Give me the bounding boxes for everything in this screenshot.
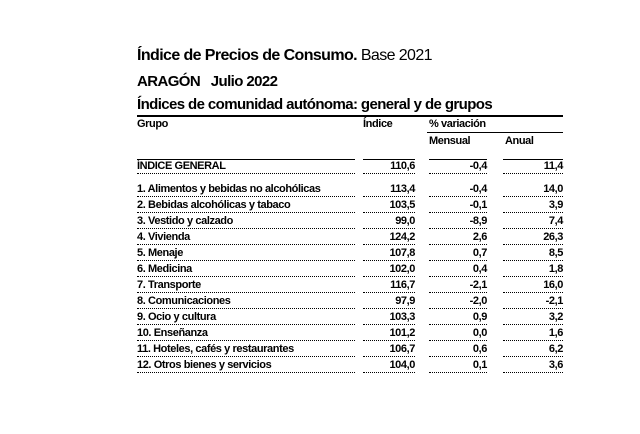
cell-anual: 3,9	[503, 199, 563, 213]
cell-indice: 102,0	[363, 263, 415, 277]
col-mensual: Mensual	[429, 135, 471, 147]
cell-label: 1. Alimentos y bebidas no alcohólicas	[137, 183, 355, 197]
table-row	[137, 197, 563, 213]
cell-mensual: 0,1	[429, 359, 487, 373]
table-row	[137, 181, 563, 197]
cell-anual: 16,0	[503, 279, 563, 293]
cell-indice: 103,5	[363, 199, 415, 213]
row-gap	[137, 173, 563, 181]
title-base: Base 2021	[357, 47, 432, 64]
cell-label: 7. Transporte	[137, 279, 355, 293]
cell-label: 2. Bebidas alcohólicas y tabaco	[137, 199, 355, 213]
cell-mensual: -2,0	[429, 295, 487, 309]
cell-mensual: 0,4	[429, 263, 487, 277]
cell-label: 8. Comunicaciones	[137, 295, 355, 309]
table-subtitle: Índices de comunidad autónoma: general y de grupos	[137, 96, 493, 113]
cell-indice: 97,9	[363, 295, 415, 309]
cell-anual: 8,5	[503, 247, 563, 261]
cell-label: 5. Menaje	[137, 247, 355, 261]
cell-anual: -2,1	[503, 295, 563, 309]
variacion-underline	[427, 132, 563, 133]
cell-anual: 1,8	[503, 263, 563, 277]
cell-indice: 106,7	[363, 343, 415, 357]
cell-indice: 113,4	[363, 183, 415, 197]
cell-indice: 101,2	[363, 327, 415, 341]
cell-indice: 104,0	[363, 359, 415, 373]
cell-indice: 124,2	[363, 231, 415, 245]
cell-mensual: -2,1	[429, 279, 487, 293]
col-indice: Índice	[363, 118, 393, 130]
cell-anual: 11,4	[503, 159, 563, 174]
cell-label: 3. Vestido y calzado	[137, 215, 355, 229]
table-row	[137, 293, 563, 309]
cell-anual: 1,6	[503, 327, 563, 341]
cell-anual: 7,4	[503, 215, 563, 229]
region-period: ARAGÓN Julio 2022	[137, 73, 278, 90]
cell-mensual: -8,9	[429, 215, 487, 229]
cell-anual: 3,6	[503, 359, 563, 373]
cell-mensual: 0,0	[429, 327, 487, 341]
table-row-general	[137, 157, 563, 173]
table-row	[137, 277, 563, 293]
cell-indice: 116,7	[363, 279, 415, 293]
cell-mensual: -0,4	[429, 183, 487, 197]
col-variacion: % variación	[429, 118, 486, 130]
cell-mensual: 0,6	[429, 343, 487, 357]
cell-label: ÍNDICE GENERAL	[137, 159, 355, 174]
table-row	[137, 245, 563, 261]
document-title	[137, 46, 563, 66]
cell-anual: 26,3	[503, 231, 563, 245]
cell-mensual: -0,4	[429, 159, 487, 174]
cell-label: 6. Medicina	[137, 263, 355, 277]
cell-label: 12. Otros bienes y servicios	[137, 359, 355, 373]
table-header	[137, 115, 563, 153]
col-grupo: Grupo	[137, 118, 168, 130]
cell-anual: 6,2	[503, 343, 563, 357]
col-anual: Anual	[505, 135, 534, 147]
cell-label: 11. Hoteles, cafés y restaurantes	[137, 343, 355, 357]
cell-mensual: 0,9	[429, 311, 487, 325]
cell-label: 10. Enseñanza	[137, 327, 355, 341]
document	[137, 46, 563, 373]
table-row	[137, 325, 563, 341]
table-row	[137, 229, 563, 245]
cell-anual: 3,2	[503, 311, 563, 325]
cell-indice: 103,3	[363, 311, 415, 325]
cell-indice: 107,8	[363, 247, 415, 261]
cell-indice: 99,0	[363, 215, 415, 229]
table-row	[137, 309, 563, 325]
cell-mensual: 0,7	[429, 247, 487, 261]
table-row	[137, 261, 563, 277]
cell-label: 4. Vivienda	[137, 231, 355, 245]
cell-mensual: -0,1	[429, 199, 487, 213]
table-row	[137, 357, 563, 373]
cell-indice: 110,6	[363, 159, 415, 174]
cell-anual: 14,0	[503, 183, 563, 197]
table-body	[137, 157, 563, 373]
cell-label: 9. Ocio y cultura	[137, 311, 355, 325]
table-row	[137, 341, 563, 357]
cell-mensual: 2,6	[429, 231, 487, 245]
title-bold: Índice de Precios de Consumo.	[137, 47, 357, 64]
table-row	[137, 213, 563, 229]
